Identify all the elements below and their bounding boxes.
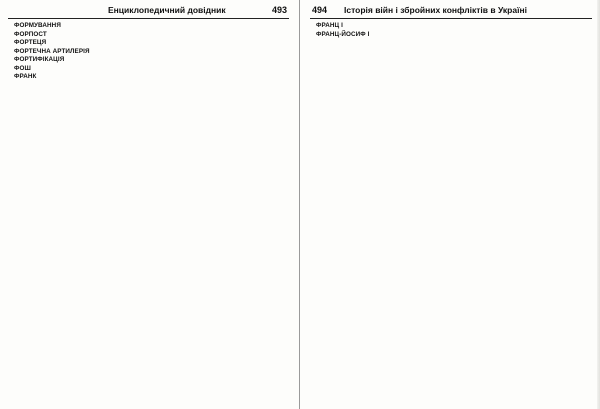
entry-frants-i	[310, 22, 592, 31]
entry-headword: ФОРТИФІКАЦІЯ	[14, 56, 65, 64]
entry-headword: ФРАНЦ I	[316, 22, 343, 29]
entry-headword: ФРАНЦ-ЙОСИФ I	[316, 30, 370, 38]
entry-headword: ФОРМУВАННЯ	[14, 22, 61, 29]
left-text-column	[8, 22, 289, 82]
entry-fortetsia-artileriia	[8, 48, 289, 57]
entry-headword: ФОРТЕЦЯ	[14, 39, 47, 47]
entry-fosh	[8, 65, 289, 74]
entry-headword: ФОРПОСТ	[14, 30, 47, 38]
entry-forpost	[8, 31, 289, 40]
left-running-title: Енциклопедичний довідник	[108, 5, 226, 15]
entry-frank	[8, 73, 289, 82]
entry-formuvannia	[8, 22, 289, 31]
right-page-number: 494	[312, 5, 328, 15]
right-running-title: Історія війн і збройних конфліктів в Україні	[344, 5, 527, 15]
right-text-column	[310, 22, 592, 39]
right-running-header	[310, 4, 592, 19]
entry-headword: ФОРТЕЧНА АРТИЛЕРІЯ	[14, 47, 90, 55]
left-running-header	[8, 4, 289, 19]
entry-fortetsia	[8, 39, 289, 48]
left-page-number: 493	[271, 5, 287, 15]
entry-headword: ФОШ	[14, 64, 31, 72]
entry-fortifikatsiia	[8, 56, 289, 65]
entry-frants-iosyf	[310, 31, 592, 40]
entry-headword: ФРАНК	[14, 73, 37, 81]
right-page	[300, 0, 600, 409]
